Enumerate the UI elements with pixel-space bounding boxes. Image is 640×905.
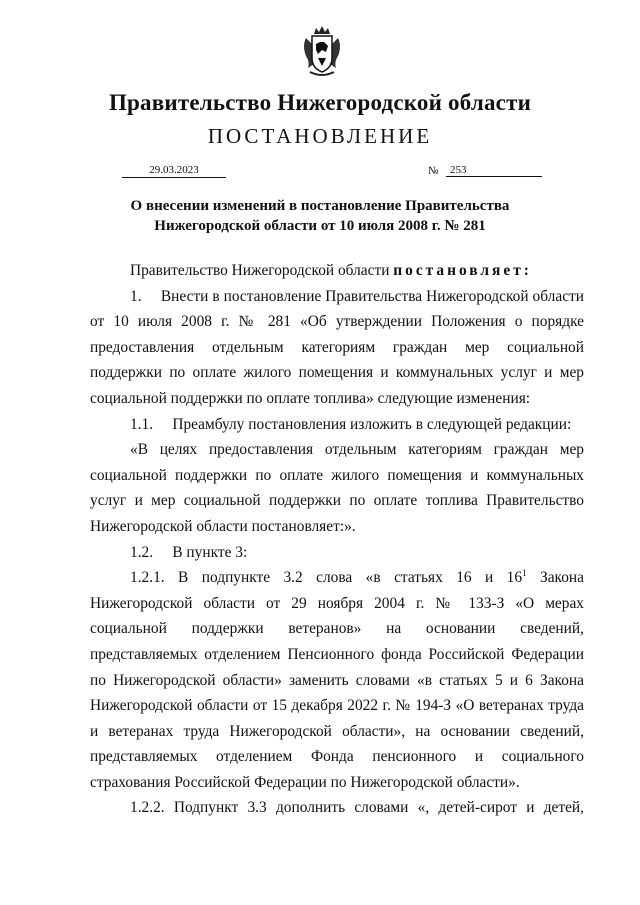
document-type: ПОСТАНОВЛЕНИЕ: [207, 124, 433, 148]
paragraph-1-1-quote: «В целях предоставления отдельным категориям граждан мер социальной поддержки по оплате жилого помещения и коммунальных услуг и мер социальной поддержки по оплате топлива Правительство Нижегородской области постановляет:».: [90, 441, 584, 535]
paragraph-1-2-2: 1.2.2. Подпункт 3.3 дополнить словами «, детей-сирот и детей,: [130, 799, 584, 817]
paragraph-1: 1. Внести в постановление Правительства Нижегородской области от 10 июля 2008 г. № 281 «Об утверждении Положения о порядке предоставления отдельным категориям граждан мер социальной поддержки по оплате жилого помещения и коммунальных услуг и мер социальной поддержки по оплате топлива» следующие изменения:: [90, 287, 584, 407]
subject-line-2: Нижегородской области от 10 июля 2008 г. № 281: [154, 218, 486, 234]
intro-paragraph: [90, 258, 584, 284]
p121-part-a: 1.2.1. В подпункте 3.2 слова «в статьях 16 и 16: [130, 569, 523, 587]
intro-prefix: Правительство Нижегородской области: [130, 262, 394, 279]
document-subject: [100, 196, 540, 236]
paragraph-1-1: 1.1. Преамбулу постановления изложить в следующей редакции:: [130, 415, 572, 433]
intro-resolves: постановляет:: [393, 262, 532, 279]
p121-part-b: Закона Нижегородской области от 29 ноября 2004 г. № 133-З «О мерах социальной поддержки ветеранов» на основании сведений, представляемых отделением Пенсионного фонда Российской Федерации по Нижегородской области» заменить словами «в статьях 5 и 6 Закона Нижегородской области от 15 декабря 2022 г. № 194-З «О ветеранах труда и ветеранах труда Нижегородской области», на основании сведений, представляемых отделением Фонда пенсионного и социального страхования Российской Федерации по Нижегородской области».: [90, 569, 584, 791]
paragraph-1-2: 1.2. В пункте 3:: [130, 543, 248, 561]
subject-line-1: О внесении изменений в постановление Правительства: [130, 198, 510, 214]
coat-of-arms-emblem: [300, 24, 344, 80]
document-body: [90, 258, 584, 821]
document-date: 29.03.2023: [122, 163, 226, 178]
document-number: 253: [446, 163, 542, 177]
document-number-label: №: [428, 165, 439, 177]
p121-superscript: 1: [522, 568, 527, 578]
government-title: Правительство Нижегородской области: [108, 90, 532, 115]
paragraph-1-2-1: [90, 565, 584, 795]
